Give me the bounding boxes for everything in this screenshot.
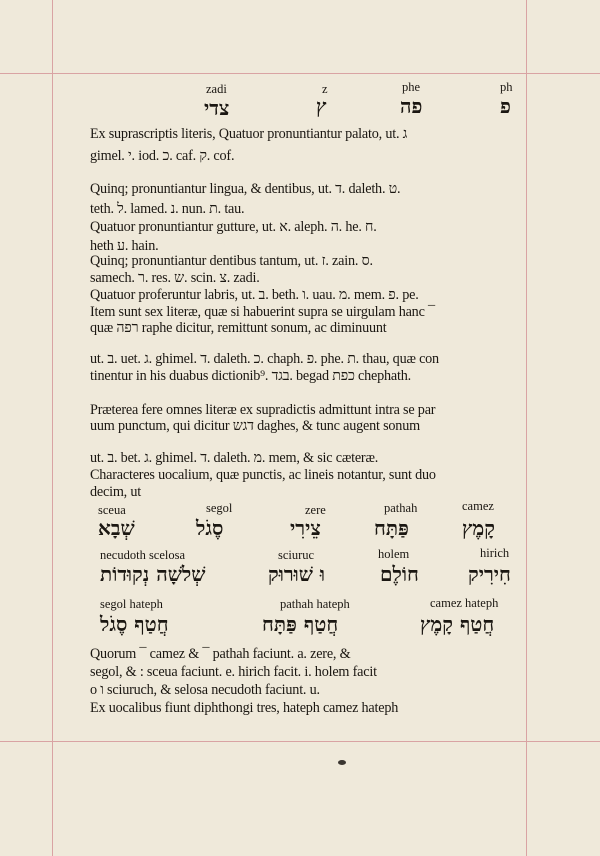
vowel-hebrew-zere: צֵירִי [290,516,321,540]
vowel-label-camez: camez [462,499,494,513]
text-line: Item sunt sex literæ, quæ si habuerint supra se uirgulam hanc ¯ [90,304,435,320]
label-ph: ph [500,80,513,94]
text-line: Quatuor proferuntur labris, ut. ב. beth. ו. uau. מ. mem. פ. pe. [90,287,419,303]
text-line: Quorum ¯ camez & ¯ pathah faciunt. a. zere, & [90,646,351,662]
vowel-hebrew-pathah: פַּתָּח [374,516,409,540]
label-z: z [322,82,328,96]
vowel-hebrew-necudoth: שְׁלשָׁה נְקוּדוֹת [100,562,206,586]
text-line: Ex suprascriptis literis, Quatuor pronuntiantur palato, ut. ג [90,126,408,142]
vowel-hebrew-holem: חוֹלֶם [380,562,419,586]
margin-rule-top [0,73,600,74]
text-line: heth ע. hain. [90,238,159,254]
text-line: tinentur in his duabus dictionib⁹. בגד. begad כפת chephath. [90,368,411,384]
vowel-label-camez-hateph: camez hateph [430,596,499,610]
vowel-label-sciuruc: sciuruc [278,548,315,562]
vowel-label-holem: holem [378,547,410,561]
vowel-hebrew-hirich: חִירִיק [468,562,511,586]
text-line: Quinq; pronuntiantur dentibus tantum, ut. ז. zain. ס. [90,253,373,269]
vowel-label-segol: segol [206,501,233,515]
margin-rule-bottom [0,741,600,742]
vowel-hebrew-camez: קָמֶץ [462,516,495,540]
margin-rule-right [526,0,527,856]
vowel-label-sceua: sceua [98,503,126,517]
vowel-label-zere: zere [305,503,326,517]
vowel-hebrew-sceua: שְׁבָא [98,516,135,540]
hebrew-zadi: צדי [204,96,230,120]
label-zadi: zadi [206,82,227,96]
hebrew-z: ץ [316,94,327,118]
text-line: ut. ב. uet. ג. ghimel. ד. daleth. כ. chaph. פ. phe. ת. thau, quæ con [90,351,439,367]
vowel-hebrew-pathah-hateph: חֲטַף פַּתָּח [262,612,339,636]
text-line: Characteres uocalium, quæ punctis, ac lineis notantur, sunt duo [90,467,436,483]
text-line: teth. ל. lamed. נ. nun. ת. tau. [90,201,245,217]
vowel-hebrew-camez-hateph: חֲטַף קָמֶץ [420,612,495,636]
vowel-label-necudoth: necudoth scelosa [100,548,186,562]
text-line: samech. ר. res. ש. scin. צ. zadi. [90,270,260,286]
text-line: Quatuor pronuntiantur gutture, ut. א. aleph. ה. he. ח. [90,219,377,235]
hebrew-phe: פה [400,94,423,118]
vowel-label-hirich: hirich [480,546,510,560]
text-line: ut. ב. bet. ג. ghimel. ד. daleth. מ. mem, & sic cæteræ. [90,450,379,466]
text-line: gimel. י. iod. כ. caf. ק. cof. [90,148,235,164]
vowel-hebrew-sciuruc: וּ שׁוּרוּק [268,562,326,586]
text-line: Præterea fere omnes literæ ex supradictis admittunt intra se par [90,402,436,418]
text-line: Quinq; pronuntiantur lingua, & dentibus, ut. ד. daleth. ט. [90,181,401,197]
label-phe: phe [402,80,421,94]
text-line: segol, & : sceua faciunt. e. hirich facit. i. holem facit [90,664,377,680]
vowel-hebrew-segol-hateph: חֲטַף סֶגֹל [100,612,169,636]
text-line: decim, ut [90,484,141,500]
ink-blot [338,760,346,765]
hebrew-ph: פ [500,94,511,118]
vowel-label-pathah-hateph: pathah hateph [280,597,350,611]
vowel-hebrew-segol: סֶגֹל [196,516,224,540]
text-line: uum punctum, qui dicitur דגש daghes, & tunc augent sonum [90,418,420,434]
vowel-label-pathah: pathah [384,501,418,515]
text-line: o ו sciuruch, & selosa necudoth faciunt. u. [90,682,320,698]
text-line: Ex uocalibus fiunt diphthongi tres, hateph camez hateph [90,700,399,716]
text-line: quæ רפה raphe dicitur, remittunt sonum, ac diminuunt [90,320,387,336]
margin-rule-left [52,0,53,856]
vowel-label-segol-hateph: segol hateph [100,597,163,611]
